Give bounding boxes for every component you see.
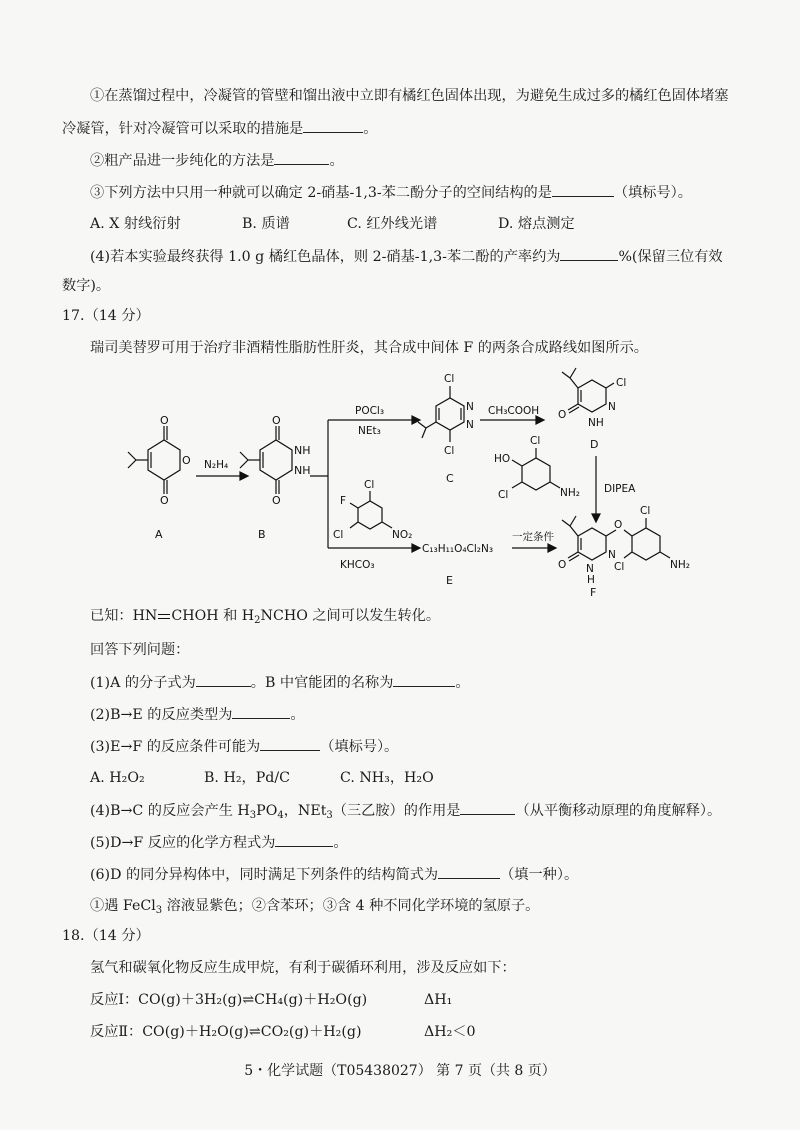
answer-blank[interactable]	[275, 832, 333, 847]
atom-cl: Cl	[530, 435, 541, 447]
q16-p4-line2: 数字)。	[62, 278, 111, 294]
compound-c	[418, 373, 474, 485]
answer-blank[interactable]	[232, 704, 290, 719]
answer-blank[interactable]	[274, 150, 329, 165]
reagent-dipea: DIPEA	[604, 483, 636, 495]
atom-cl: Cl	[498, 489, 509, 501]
q17-answer-prompt: 回答下列问题：	[90, 642, 190, 658]
atom-cl: Cl	[614, 561, 625, 573]
q18-reaction-2: 反应Ⅱ：CO(g)＋H₂O(g)⇌CO₂(g)＋H₂(g)	[90, 1024, 362, 1040]
atom-f: F	[340, 495, 347, 507]
q16-p3: ③下列方法中只用一种就可以确定 2-硝基-1,3-苯二酚分子的空间结构的是 （填标号）。	[90, 182, 692, 203]
reagent-ch3cooh: CH₃COOH	[488, 405, 540, 417]
answer-blank[interactable]	[560, 246, 618, 261]
q18-reaction-2-enthalpy: ΔH₂＜0	[424, 1024, 476, 1040]
reagent-aryl-halide	[333, 479, 412, 541]
q17-q4: (4)B→C 的反应会产生 $H_3PO_4$，NEt$_3$（三乙胺）的作用是 （从平衡移动原理的角度解释）。	[90, 800, 721, 821]
label-e: E	[446, 574, 453, 587]
reagent-pocl3: POCl₃	[355, 405, 385, 417]
answer-blank[interactable]	[196, 672, 251, 687]
label-a: A	[155, 528, 163, 541]
atom-n: N	[586, 563, 594, 575]
q17-q3-option-b: B. H₂，Pd/C	[204, 770, 290, 786]
atom-cl: Cl	[616, 377, 627, 389]
q17-q5: (5)D→F 反应的化学方程式为 。	[90, 832, 348, 853]
amino-group: NH₂	[560, 487, 580, 499]
compound-a	[128, 414, 191, 541]
q17-q6: (6)D 的同分异构体中，同时满足下列条件的结构简式为 （填一种）。	[90, 864, 578, 885]
answer-blank[interactable]	[260, 736, 320, 751]
answer-blank[interactable]	[438, 864, 500, 879]
label-f: F	[590, 586, 597, 598]
nitro-group: NO₂	[392, 529, 413, 541]
amino-group: NH₂	[670, 559, 690, 571]
q17-intro: 瑞司美替罗可用于治疗非酒精性脂肪性肝炎，其合成中间体 F 的两条合成路线如图所示。	[90, 340, 648, 356]
atom-ho: HO	[494, 453, 511, 465]
atom-n: N	[608, 401, 616, 413]
atom-cl: Cl	[444, 373, 455, 385]
q17-q3-option-a: A. H₂O₂	[90, 770, 145, 786]
compound-f	[558, 505, 690, 598]
atom-o: O	[272, 494, 281, 507]
atom-nh: NH	[588, 417, 604, 429]
q16-p4-line1: (4)若本实验最终获得 1.0 g 橘红色晶体，则 2-硝基-1,3-苯二酚的产率约为 %(保留三位有效	[90, 246, 723, 267]
atom-o: O	[182, 454, 191, 467]
atom-o: O	[160, 494, 169, 507]
answer-blank[interactable]	[460, 800, 515, 815]
answer-blank[interactable]	[393, 672, 455, 687]
q18-intro: 氢气和碳氧化物反应生成甲烷，有利于碳循环利用，涉及反应如下：	[90, 960, 516, 976]
formula-e: C₁₃H₁₁O₄Cl₂N₃	[422, 543, 494, 555]
atom-o: O	[558, 409, 567, 421]
page-footer: 5・化学试题（T05438027） 第 7 页（共 8 页）	[244, 1063, 556, 1079]
q17-q3: (3)E→F 的反应条件可能为 （填标号）。	[90, 736, 398, 757]
atom-cl: Cl	[364, 479, 375, 491]
label-b: B	[258, 528, 266, 541]
atom-n: N	[466, 401, 474, 413]
atom-cl: Cl	[444, 445, 455, 457]
q18-reaction-1-enthalpy: ΔH₁	[424, 992, 453, 1008]
atom-cl: Cl	[640, 505, 651, 517]
q18-header: 18.（14 分）	[62, 928, 150, 944]
answer-blank[interactable]	[303, 118, 363, 133]
atom-o: O	[160, 414, 169, 427]
compound-d	[558, 368, 626, 451]
atom-o: O	[272, 414, 281, 427]
double-bond-symbol	[158, 614, 170, 619]
q16-p1-line2: 冷凝管，针对冷凝管可以采取的措施是 。	[62, 118, 377, 139]
q17-header: 17.（14 分）	[62, 308, 150, 324]
q16-option-a: A. X 射线衍射	[90, 216, 181, 232]
reagent-condition: 一定条件	[512, 531, 554, 543]
q16-option-b: B. 质谱	[242, 216, 290, 232]
reagent-n2h4: N₂H₄	[204, 459, 229, 471]
q16-option-d: D. 熔点测定	[498, 216, 575, 232]
q17-q6-conditions: ①遇 FeCl$_3$ 溶液显紫色；②含苯环；③含 4 种不同化学环境的氢原子。	[90, 898, 540, 916]
reagent-khco3: KHCO₃	[340, 559, 375, 571]
q16-p1-line1: ①在蒸馏过程中，冷凝管的管壁和馏出液中立即有橘红色固体出现，为避免生成过多的橘红色固体堵塞	[90, 88, 729, 104]
atom-n: N	[608, 549, 616, 561]
synthesis-scheme	[100, 358, 700, 598]
reagent-aminophenol	[494, 435, 580, 501]
answer-blank[interactable]	[552, 182, 614, 197]
atom-nh: NH	[294, 444, 311, 457]
q17-q3-option-c: C. NH₃，H₂O	[340, 770, 434, 786]
atom-n: N	[466, 419, 474, 431]
atom-o: O	[614, 519, 623, 531]
q17-q1: (1)A 的分子式为 。B 中官能团的名称为 。	[90, 672, 470, 693]
atom-cl: Cl	[333, 529, 344, 541]
atom-h: H	[587, 574, 595, 586]
q16-option-c: C. 红外线光谱	[347, 216, 438, 232]
atom-nh: NH	[294, 464, 311, 477]
q17-q2: (2)B→E 的反应类型为 。	[90, 704, 305, 725]
q16-p2: ②粗产品进一步纯化的方法是 。	[90, 150, 344, 171]
label-d: D	[590, 438, 599, 451]
compound-b	[240, 414, 311, 541]
reagent-net3: NEt₃	[358, 425, 381, 437]
q18-reaction-1: 反应Ⅰ：CO(g)＋3H₂(g)⇌CH₄(g)＋H₂O(g)	[90, 992, 368, 1008]
atom-o: O	[558, 559, 567, 571]
label-c: C	[446, 472, 454, 485]
q17-known: 已知：HN CHOH 和 $H_2NCHO$ 之间可以发生转化。	[90, 608, 441, 626]
